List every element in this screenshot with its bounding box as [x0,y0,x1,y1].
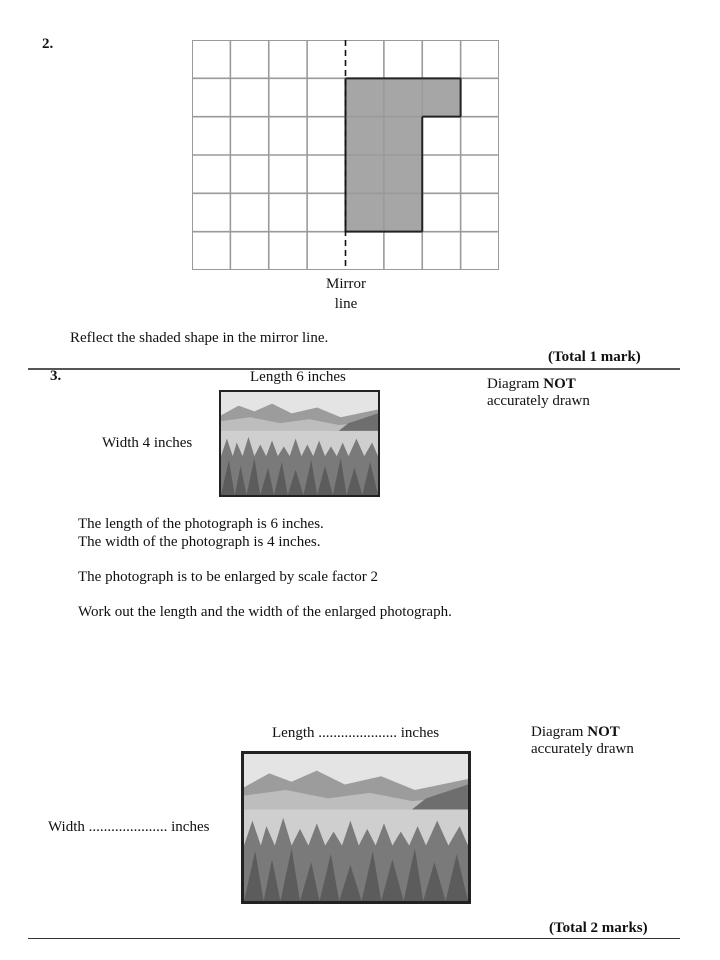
photo-width-label: Width 4 inches [102,435,193,451]
reflection-grid [192,40,499,270]
diagram-note-1 [487,376,590,410]
mirror-label [300,276,392,313]
diagram-note-accuracy: accurately drawn [531,741,634,757]
diagram-note-not: NOT [587,724,620,740]
landscape-image [244,754,468,901]
answer-length-line[interactable]: Length ..................... inches [272,725,440,741]
question-3-line-2: The width of the photograph is 4 inches. [78,534,321,550]
diagram-note-not: NOT [543,376,576,392]
shaded-cell [384,117,422,155]
question-3-line-3: The photograph is to be enlarged by scale factor 2 [78,569,379,585]
page-bottom-rule [28,938,680,939]
answer-width-line[interactable]: Width ..................... inches [48,819,210,835]
question-2-number: 2. [42,36,54,52]
shaded-cell [384,193,422,231]
question-2-total: (Total 1 mark) [548,349,641,365]
shaded-cell [346,117,384,155]
mirror-label-line1: Mirror [326,276,366,292]
question-3-number: 3. [50,368,62,384]
shaded-cell [422,78,460,116]
shaded-cell [384,155,422,193]
diagram-note-text: Diagram [487,376,544,392]
landscape-photo-enlarged [241,751,471,904]
question-3-line-4: Work out the length and the width of the enlarged photograph. [78,604,452,620]
photo-length-label: Length 6 inches [250,369,346,385]
shaded-cell [346,193,384,231]
section-divider [28,368,680,370]
shaded-cell [346,78,384,116]
question-2-instruction: Reflect the shaded shape in the mirror line. [70,330,329,346]
diagram-note-text: Diagram [531,724,588,740]
question-3-total: (Total 2 marks) [549,920,648,936]
question-3-line-1: The length of the photograph is 6 inches. [78,516,324,532]
mirror-label-line2: line [334,296,358,312]
shaded-cell [384,78,422,116]
diagram-note-2 [531,724,634,758]
landscape-image [221,392,378,495]
diagram-note-accuracy: accurately drawn [487,393,590,409]
landscape-photo-original [219,390,380,497]
shaded-cell [346,155,384,193]
